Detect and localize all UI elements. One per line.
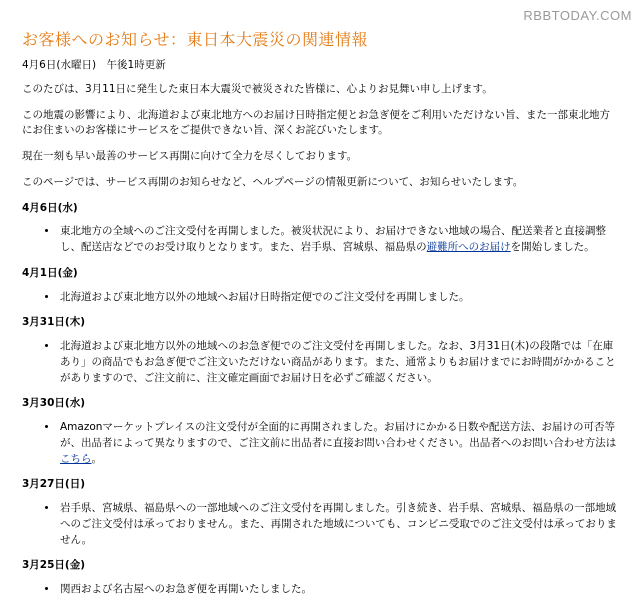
section-date: 3月25日(金) [22,559,86,572]
section-date: 4月6日(水) [22,201,78,214]
update-section-apr1 [22,266,620,306]
list-item [58,582,620,598]
update-timestamp: 4月6日(水曜日) 午後1時更新 [22,59,166,71]
item-text: 関西および名古屋へのお急ぎ便を再開いたしました。 [60,583,312,595]
update-section-mar30 [22,396,620,467]
list-item [58,420,620,467]
item-text: 北海道および東北地方以外の地域へお届け日時指定便でのご注文受付を再開しました。 [60,290,470,303]
list-item [58,224,620,256]
update-list [22,339,620,386]
announcement-page [22,28,620,608]
item-text: Amazonマーケットプレイスの注文受付が全面的に再開されました。お届けにかかる日数や配送方法、お届けの可否等が、出品者によって異なりますので、ご注文前に出品者に直接お問い合わせください。出品者へのお問い合わせ方法は [60,421,617,449]
update-section-apr6 [22,201,620,256]
section-date: 3月27日(日) [22,478,86,491]
intro-paragraph: この地震の影響により、北海道および東北地方へのお届け日時指定便とお急ぎ便をご利用いただけない旨、また一部東北地方にお住まいのお客様にサービスをご提供できない旨、深くお詫びいたします。 [22,108,610,137]
item-text-after: を開始しました。 [510,241,595,253]
update-section-mar31 [22,315,620,386]
list-item [58,339,620,386]
update-list [22,501,620,548]
page-title: お客様へのお知らせ：東日本大震災の関連情報 [22,30,369,49]
item-text: 岩手県、宮城県、福島県への一部地域へのご注文受付を再開しました。引き続き、岩手県、宮城県、福島県の一部地域へのご注文受付は承っておりません。また、再開された地域についても、コンビニ受取でのご注文受付は承っておりません。 [60,502,617,546]
update-list [22,290,620,306]
section-date: 3月31日(木) [22,316,86,329]
seller-contact-link[interactable]: こちら [60,452,92,465]
update-section-mar25 [22,558,620,598]
item-text: 東北地方の全域へのご注文受付を再開しました。被災状況により、お届けできない地域の場合、配送業者と直接調整し、配送店などでのお受け取りとなります。また、岩手県、宮城県、福島県の [60,225,606,253]
section-date: 4月1日(金) [22,266,78,279]
list-item [58,290,620,306]
update-list [22,420,620,467]
intro-paragraph: 現在一刻も早い最善のサービス再開に向けて全力を尽くしております。 [22,150,358,162]
update-list [22,582,620,598]
watermark-logo: RBBTODAY.COM [523,8,632,23]
section-date: 3月30日(水) [22,397,86,410]
update-list [22,224,620,256]
update-section-mar27 [22,477,620,548]
list-item [58,501,620,548]
evacuation-shelter-delivery-link[interactable]: 避難所へのお届け [426,241,511,253]
item-text-after: 。 [91,452,102,465]
intro-paragraph: このたびは、3月11日に発生した東日本大震災で被災された皆様に、心よりお見舞い申し上げます。 [22,82,493,95]
item-text: 北海道および東北地方以外の地域へのお急ぎ便でのご注文受付を再開しました。なお、3月31日(木)の段階では「在庫あり」の商品でもお急ぎ便でご注文いただけない商品があります。また、通常よりもお届けまでにお時間がかかることがありますので、ご注文前に、注文確定画面でお届け日を必ずご確認ください。 [60,340,616,384]
intro-paragraph: このページでは、サービス再開のお知らせなど、ヘルプページの情報更新について、お知らせいたします。 [22,175,524,188]
